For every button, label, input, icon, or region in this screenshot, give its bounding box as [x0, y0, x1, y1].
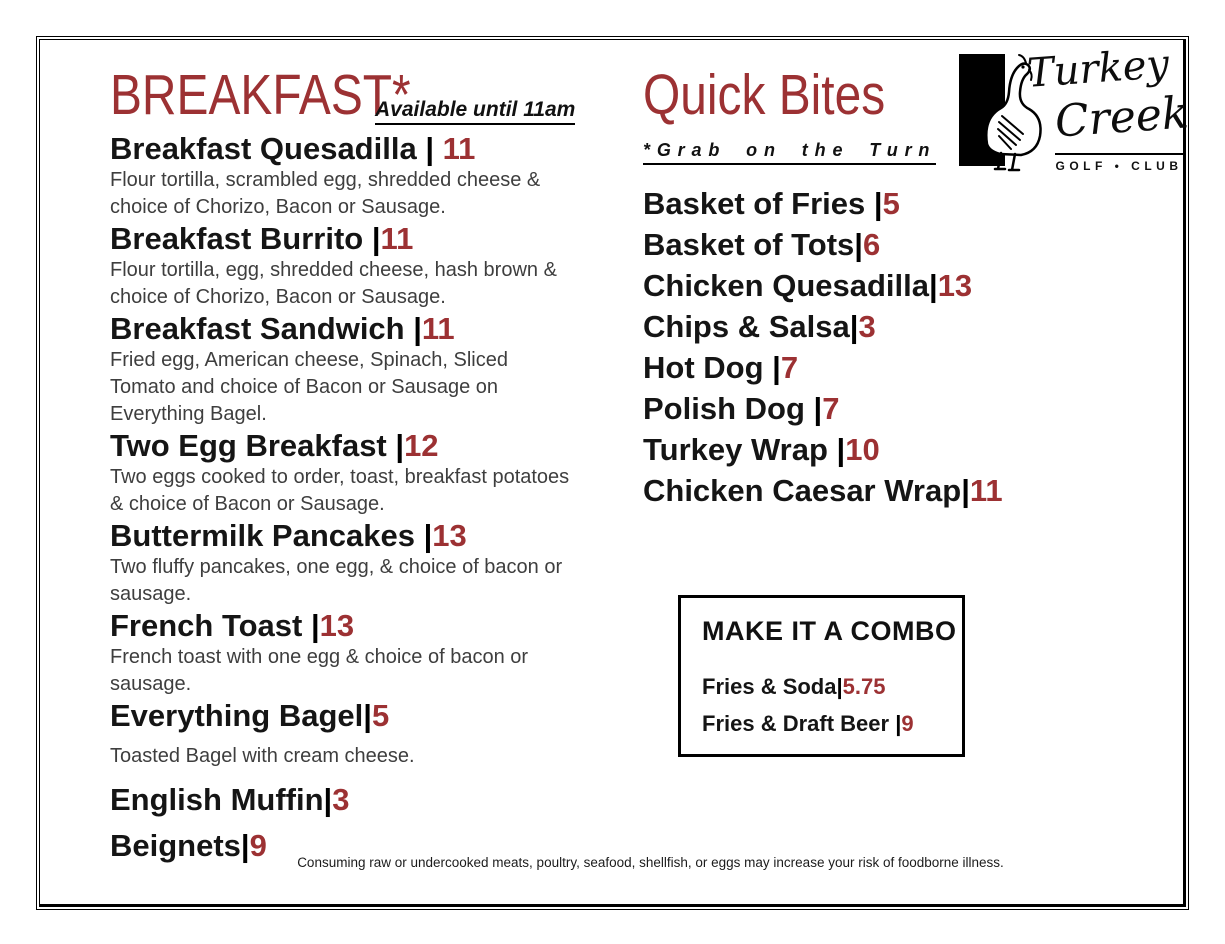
disclaimer-text: Consuming raw or undercooked meats, poultry, seafood, shellfish, or eggs may increase your risk of foodborne illness. — [297, 855, 1004, 870]
menu-item-description: Two eggs cooked to order, toast, breakfast potatoes & choice of Bacon or Sausage. — [110, 466, 570, 515]
menu-item-name: Basket of Fries — [643, 186, 866, 221]
menu-item-price: 11 — [380, 221, 414, 256]
menu-item-separator: | — [827, 432, 846, 467]
menu-item-price: 5 — [882, 186, 900, 221]
menu-item-price: 7 — [822, 391, 840, 426]
menu-item-description: French toast with one egg & choice of bacon or sausage. — [110, 646, 529, 695]
menu-item — [643, 470, 1083, 511]
menu-item — [110, 312, 572, 345]
menu-item-name: Everything Bagel — [110, 698, 364, 733]
menu-item-separator: | — [763, 350, 781, 385]
menu-item — [643, 265, 1083, 306]
menu-item — [643, 347, 1083, 388]
combo-item-list — [702, 668, 962, 742]
breakfast-item-list — [110, 132, 572, 862]
menu-item — [643, 306, 1083, 347]
menu-item-separator: | — [416, 131, 443, 166]
menu-item-price: 7 — [780, 350, 799, 385]
menu-item-separator: | — [240, 828, 250, 863]
menu-item-separator: | — [363, 221, 381, 256]
menu-item-name: Hot Dog — [643, 350, 764, 385]
menu-item-name: Fries & Draft Beer — [702, 711, 890, 736]
menu-item-name: Chicken Caesar Wrap — [643, 473, 962, 508]
menu-item-price: 5.75 — [842, 674, 886, 699]
menu-item-description: Two fluffy pancakes, one egg, & choice of bacon or sausage. — [110, 556, 563, 605]
breakfast-header — [110, 62, 576, 132]
menu-item-separator: | — [929, 268, 938, 303]
menu-item-name: Fries & Soda — [702, 674, 837, 699]
menu-item-separator: | — [836, 674, 843, 699]
menu-item-price: 13 — [319, 608, 355, 643]
menu-item-separator: | — [363, 698, 372, 733]
menu-item — [110, 519, 572, 552]
breakfast-tagline: Available until 11am — [375, 98, 575, 125]
menu-item-description: Flour tortilla, egg, shredded cheese, hash brown & choice of Chorizo, Bacon or Sausage. — [110, 259, 557, 308]
menu-item-name: French Toast — [110, 608, 303, 643]
menu-item-description: Fried egg, American cheese, Spinach, Sliced Tomato and choice of Bacon or Sausage on Everything Bagel. — [110, 349, 508, 425]
menu-item — [643, 429, 1083, 470]
menu-item-separator: | — [386, 428, 405, 463]
menu-item-price: 3 — [858, 309, 876, 344]
menu-item-name: English Muffin — [110, 782, 324, 817]
menu-item-price: 11 — [421, 311, 455, 346]
menu-item-name: Buttermilk Pancakes — [110, 518, 415, 553]
menu-item-description: Toasted Bagel with cream cheese. — [110, 745, 415, 767]
menu-item-separator: | — [302, 608, 320, 643]
menu-item-price: 5 — [371, 698, 390, 733]
menu-item — [702, 668, 962, 705]
menu-item — [643, 388, 1083, 429]
quick-bites-tagline: *Grab on the Turn — [643, 140, 936, 165]
menu-item — [110, 783, 572, 816]
menu-item-price: 12 — [404, 428, 439, 463]
menu-item-price: 9 — [901, 711, 914, 736]
logo-word-creek: Creek — [1053, 87, 1191, 148]
logo-word-turkey: Turkey — [1025, 41, 1171, 97]
menu-item-separator: | — [865, 186, 883, 221]
menu-item-price: 13 — [937, 268, 973, 303]
quick-bites-title: Quick Bites — [643, 63, 886, 127]
menu-item — [643, 183, 1083, 224]
menu-item — [110, 429, 572, 462]
menu-item-separator: | — [404, 311, 422, 346]
combo-title: MAKE IT A COMBO — [702, 616, 957, 646]
menu-item-separator: | — [323, 782, 333, 817]
menu-item-name: Chicken Quesadilla — [643, 268, 929, 303]
logo-golf-club-label: GOLF • CLUB — [1055, 153, 1183, 173]
menu-item — [110, 699, 572, 732]
menu-item-price: 6 — [862, 227, 881, 262]
menu-item-name: Breakfast Quesadilla — [110, 131, 417, 166]
menu-item-price: 10 — [845, 432, 880, 467]
menu-item-separator: | — [849, 309, 859, 344]
breakfast-section — [110, 62, 576, 863]
menu-item-price: 9 — [249, 828, 267, 863]
menu-item — [702, 705, 962, 742]
menu-item-name: Breakfast Burrito — [110, 221, 364, 256]
menu-item-name: Chips & Salsa — [643, 309, 850, 344]
menu-item-price: 11 — [969, 473, 1003, 508]
menu-item-separator: | — [414, 518, 433, 553]
menu-item-description: Flour tortilla, scrambled egg, shredded cheese & choice of Chorizo, Bacon or Sausage. — [110, 169, 541, 218]
menu-item-name: Breakfast Sandwich — [110, 311, 405, 346]
menu-item — [110, 222, 572, 255]
menu-item-name: Turkey Wrap — [643, 432, 828, 467]
breakfast-title: BREAKFAST* — [110, 63, 411, 127]
menu-item-name: Polish Dog — [643, 391, 805, 426]
menu-item-name: Basket of Tots — [643, 227, 855, 262]
menu-item-price: 11 — [442, 131, 476, 166]
menu-item-separator: | — [889, 711, 902, 736]
menu-item-name: Two Egg Breakfast — [110, 428, 387, 463]
menu-item-separator: | — [854, 227, 863, 262]
logo — [953, 41, 1193, 181]
menu-item-separator: | — [804, 391, 823, 426]
menu-item — [110, 132, 572, 165]
menu-item — [643, 224, 1083, 265]
menu-item-name: Beignets — [110, 828, 241, 863]
quick-bites-item-list — [643, 183, 1083, 511]
menu-item — [110, 609, 572, 642]
menu-item-price: 13 — [432, 518, 467, 553]
menu-item-separator: | — [961, 473, 970, 508]
menu-item-price: 3 — [332, 782, 350, 817]
combo-box — [678, 595, 965, 757]
